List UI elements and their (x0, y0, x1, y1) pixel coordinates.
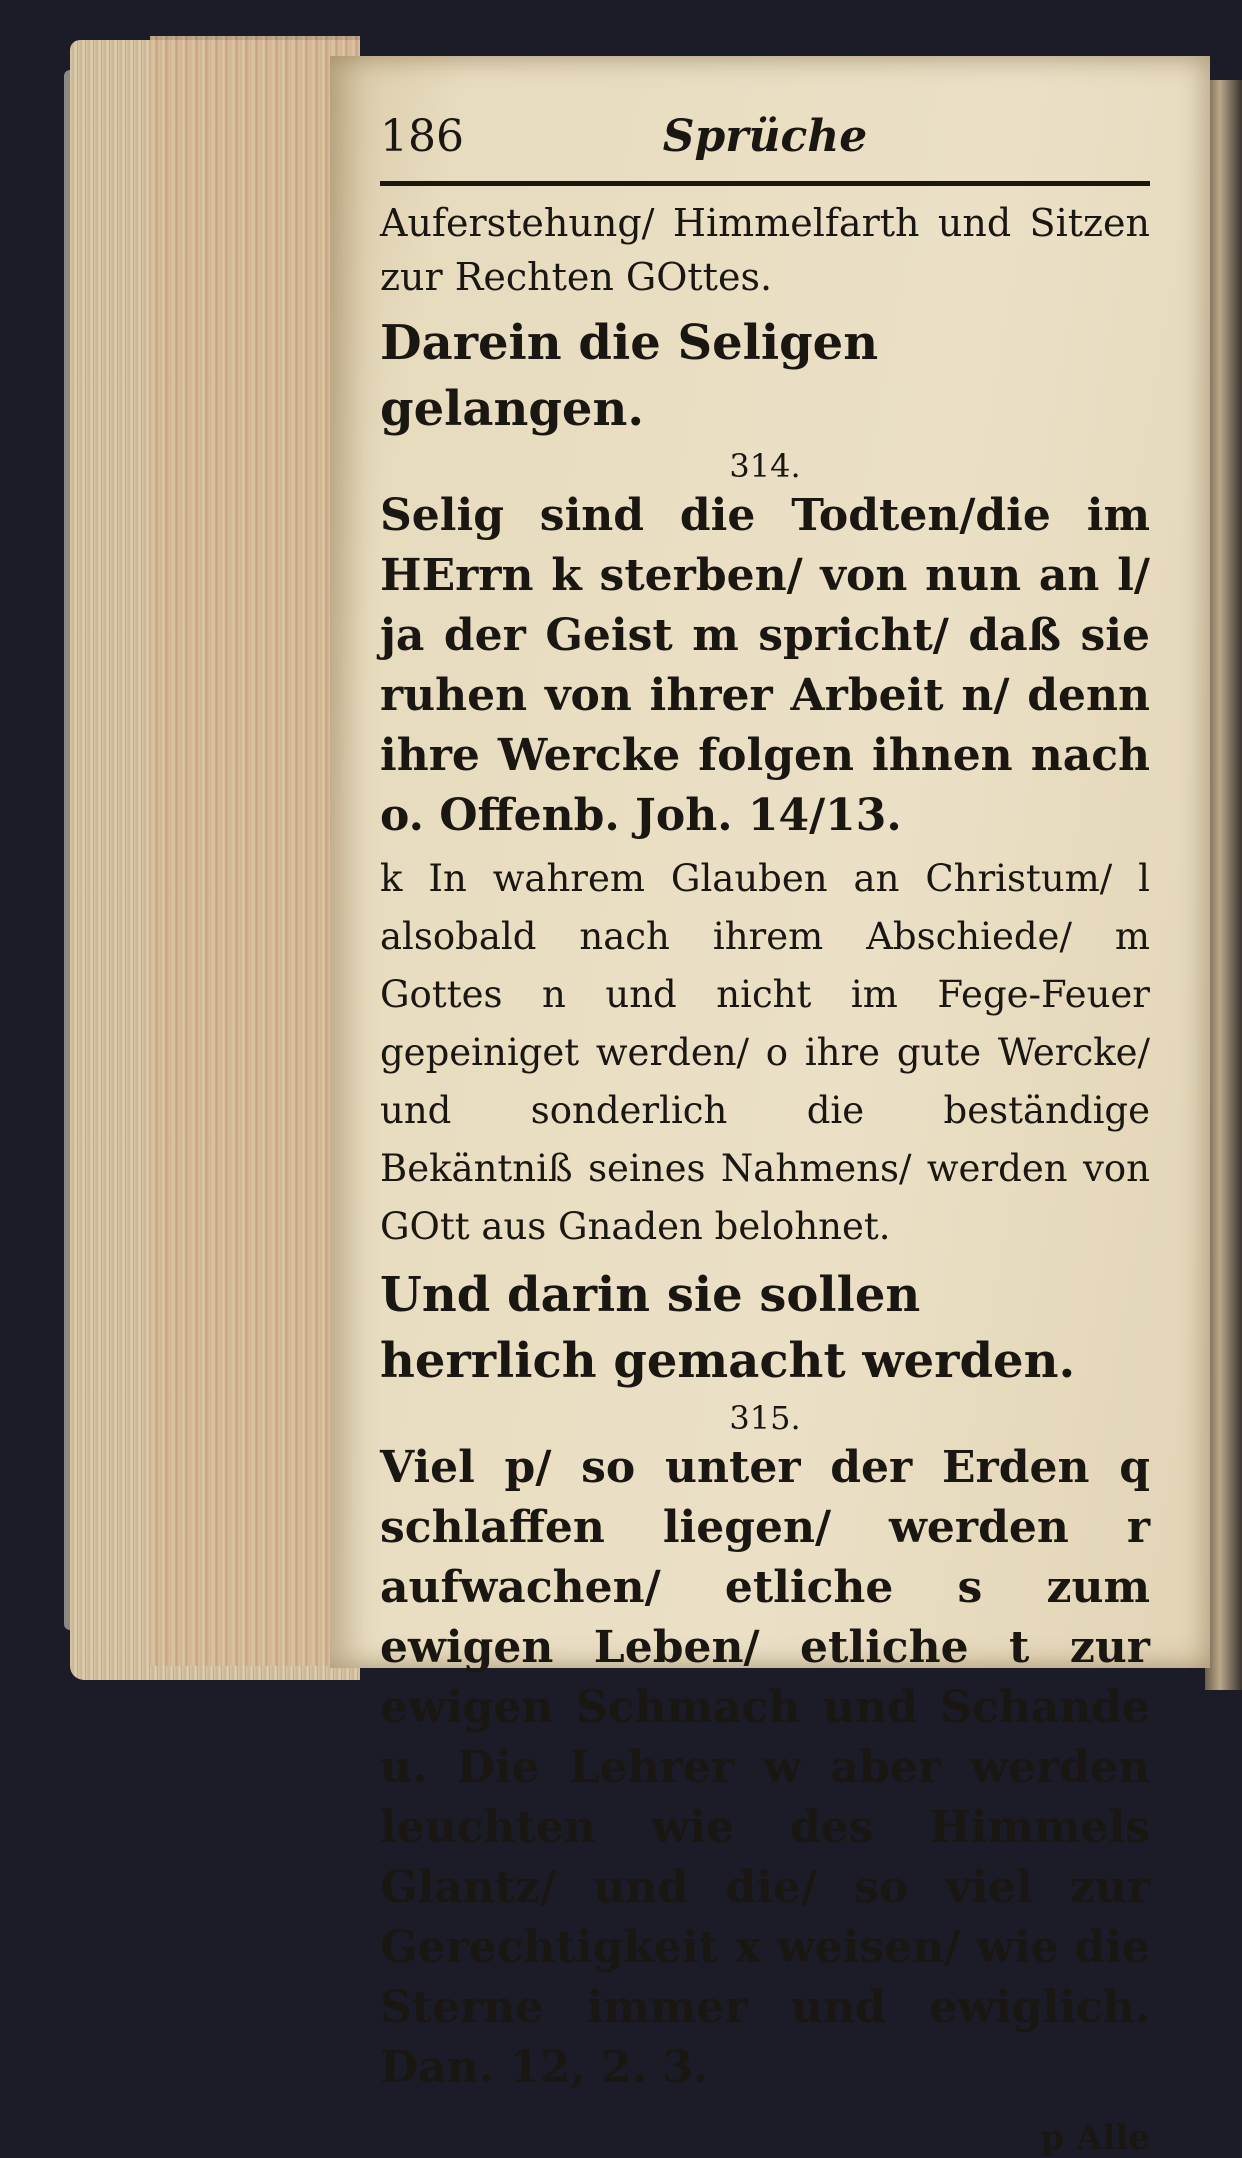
verse-text: Selig sind die Todten/die im HErrn k sterben/ von nun an l/ ja der Geist m spricht/ daß sie ruhen von ihrer Arbeit n/ denn ihre Wercke folgen ihnen nach o. Offenb. Joh. 14/13. (380, 490, 1150, 841)
verse-text: Viel p/ so unter der Erden q schlaffen liegen/ werden r aufwachen/ etliche s zum ewigen Leben/ etliche t zur ewigen Schmach und Schande u. Die Lehrer w aber werden leuchten wie des Himmels Glantz/ und die/ so viel zur Gerechtigkeit x weisen/ wie die Sterne immer und ewiglich. Dan. 12, 2. 3. (380, 1442, 1150, 2093)
running-head: Sprüche (662, 111, 868, 162)
section-heading: Und darin sie sollen herrlich gemacht werden. (380, 1267, 1076, 1389)
header-rule (380, 181, 1150, 186)
page-header (380, 111, 1150, 181)
book-gutter (1205, 80, 1242, 1690)
verse-number: 315. (729, 1399, 801, 1437)
page-content (380, 111, 1150, 2158)
verse-notes: k In wahrem Glauben an Christum/ l alsobald nach ihrem Abschiede/ m Gottes n und nicht im Fege-Feuer gepeiniget werden/ o ihre gute Wercke/ und sonderlich die beständige Bekäntniß seines Nahmens/ werden von GOtt aus Gnaden belohnet. (380, 857, 1150, 1248)
continuation-text: Auferstehung/ Himmelfarth und Sitzen zur Rechten GOttes. (380, 201, 1150, 299)
catchword: p Alle (1040, 2118, 1150, 2158)
page-number: 186 (380, 111, 464, 162)
page-edges (150, 36, 360, 1666)
verse-number: 314. (729, 447, 801, 485)
section-heading: Darein die Seligen gelangen. (380, 315, 879, 437)
book-page (330, 56, 1210, 2158)
